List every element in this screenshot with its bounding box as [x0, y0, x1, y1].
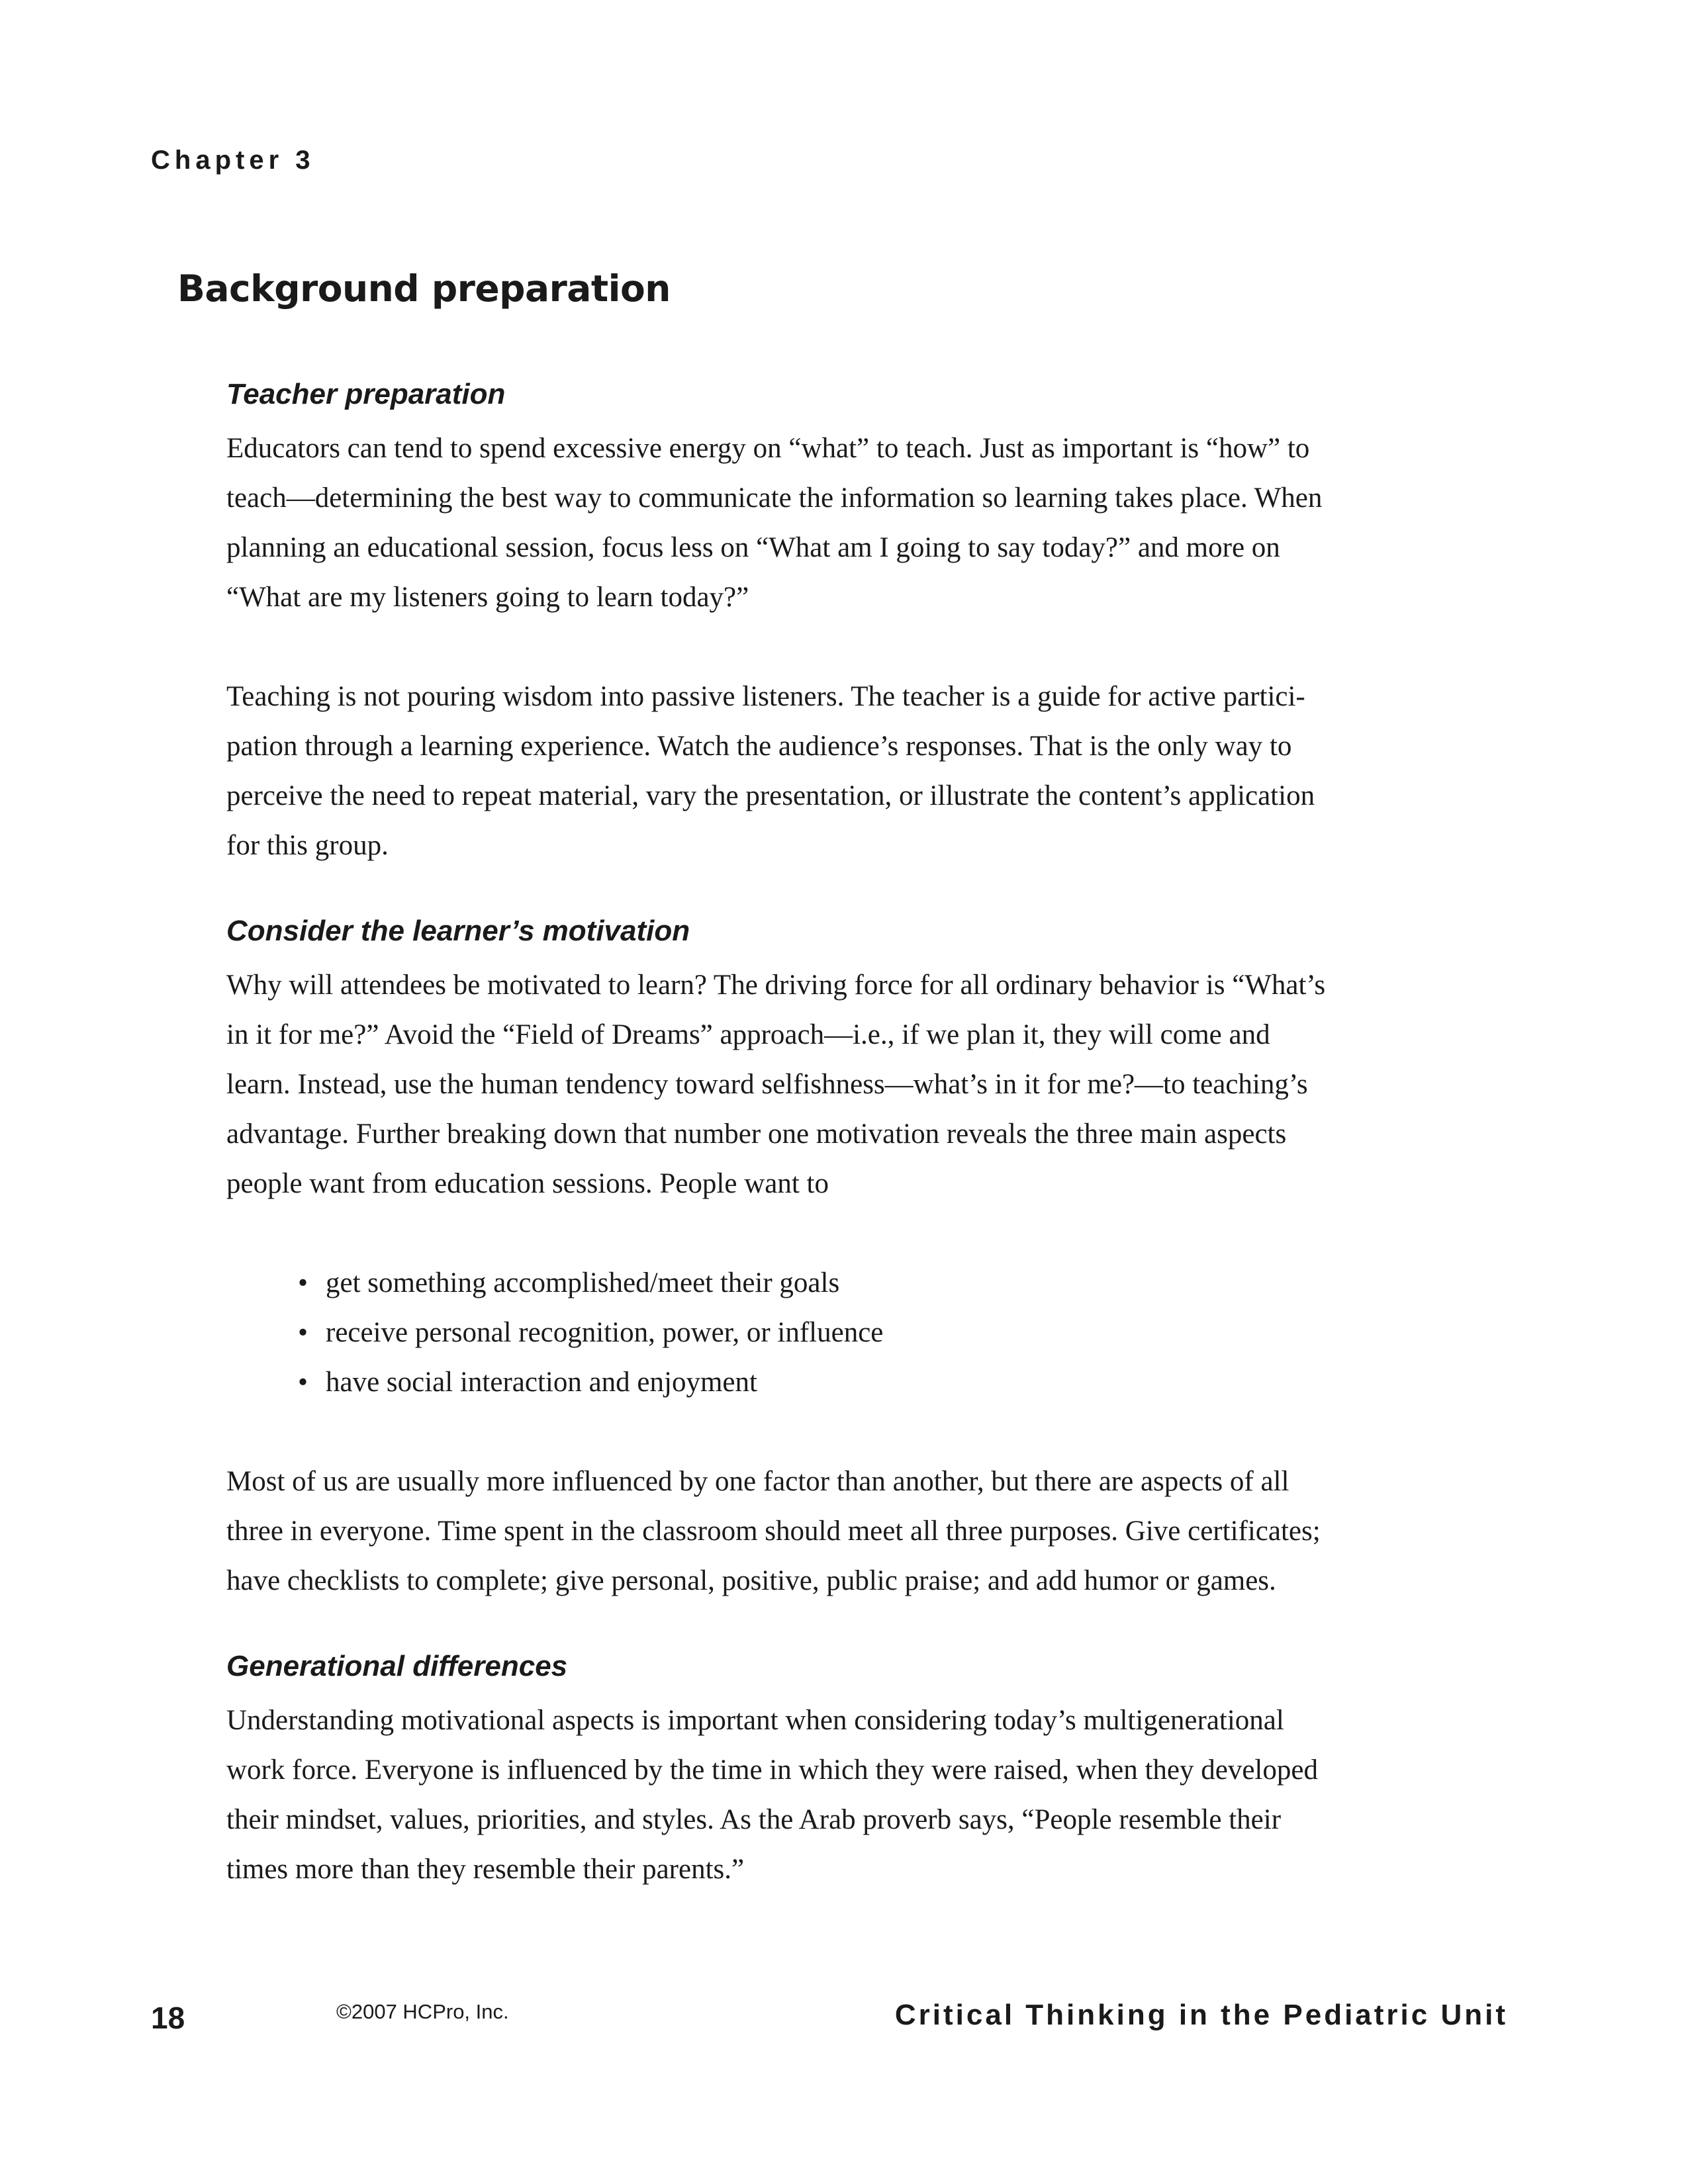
- list-item: [298, 1357, 1511, 1407]
- paragraph: [226, 672, 1511, 870]
- book-title: Critical Thinking in the Pediatric Unit: [894, 1999, 1508, 2031]
- section-heading: Consider the learner’s motivation: [226, 915, 690, 947]
- section-generational-differences: [226, 1647, 1511, 1894]
- text-line: learn. Instead, use the human tendency toward selfishness—what’s in it for me?—to teaching’s: [226, 1069, 1308, 1100]
- bullet-glyph: •: [298, 1267, 308, 1298]
- paragraph: [226, 960, 1511, 1208]
- text-line: people want from education sessions. People want to: [226, 1168, 829, 1199]
- text-line: in it for me?” Avoid the “Field of Dreams” approach—i.e., if we plan it, they will come and: [226, 1019, 1270, 1050]
- paragraph: [226, 1696, 1511, 1894]
- list-item-text: have social interaction and enjoyment: [326, 1367, 757, 1398]
- page-number: 18: [151, 2001, 185, 2035]
- text-line: pation through a learning experience. Watch the audience’s responses. That is the only way to: [226, 731, 1292, 762]
- chapter-label: Chapter 3: [151, 146, 315, 175]
- text-line: advantage. Further breaking down that number one motivation reveals the three main aspects: [226, 1118, 1287, 1150]
- paragraph: [226, 1457, 1511, 1606]
- text-line: Educators can tend to spend excessive energy on “what” to teach. Just as important is “how” to: [226, 433, 1310, 464]
- paragraph-gap: [226, 1208, 1511, 1258]
- paragraph-gap: [226, 1407, 1511, 1457]
- text-line: their mindset, values, priorities, and styles. As the Arab proverb says, “People resemble their: [226, 1804, 1282, 1835]
- section-heading: Teacher preparation: [226, 378, 506, 410]
- text-line: work force. Everyone is influenced by the time in which they were raised, when they developed: [226, 1754, 1318, 1786]
- text-line: Most of us are usually more influenced by one factor than another, but there are aspects of all: [226, 1466, 1289, 1497]
- bullet-glyph: •: [298, 1367, 308, 1398]
- bullet-list: [226, 1258, 1511, 1407]
- text-line: perceive the need to repeat material, vary the presentation, or illustrate the content’s application: [226, 780, 1315, 811]
- list-item: [298, 1308, 1511, 1357]
- section-heading: Generational differences: [226, 1650, 568, 1682]
- text-line: “What are my listeners going to learn today?”: [226, 582, 749, 613]
- section-gap: [226, 1606, 1511, 1647]
- section-gap: [226, 870, 1511, 911]
- section-teacher-preparation: [226, 375, 1511, 870]
- paragraph-gap: [226, 622, 1511, 672]
- text-line: Why will attendees be motivated to learn? The driving force for all ordinary behavior is “What’s: [226, 970, 1326, 1001]
- text-line: Understanding motivational aspects is important when considering today’s multigenerational: [226, 1705, 1284, 1736]
- text-line: planning an educational session, focus less on “What am I going to say today?” and more on: [226, 532, 1280, 563]
- text-line: times more than they resemble their parents.”: [226, 1854, 745, 1885]
- list-item: [298, 1258, 1511, 1308]
- text-line: have checklists to complete; give personal, positive, public praise; and add humor or games.: [226, 1565, 1276, 1596]
- page-body: [226, 375, 1511, 1894]
- text-line: for this group.: [226, 830, 389, 861]
- section-learner-motivation: [226, 911, 1511, 1606]
- paragraph: [226, 424, 1511, 622]
- list-item-text: get something accomplished/meet their goals: [326, 1267, 840, 1298]
- chapter-title: Background preparation: [177, 267, 671, 310]
- text-line: teach—determining the best way to communicate the information so learning takes place. When: [226, 482, 1323, 514]
- list-item-text: receive personal recognition, power, or influence: [326, 1317, 884, 1348]
- text-line: three in everyone. Time spent in the classroom should meet all three purposes. Give certificates;: [226, 1516, 1321, 1547]
- text-line: Teaching is not pouring wisdom into passive listeners. The teacher is a guide for active partici-: [226, 681, 1305, 712]
- bullet-glyph: •: [298, 1317, 308, 1348]
- copyright-notice: ©2007 HCPro, Inc.: [336, 2000, 509, 2023]
